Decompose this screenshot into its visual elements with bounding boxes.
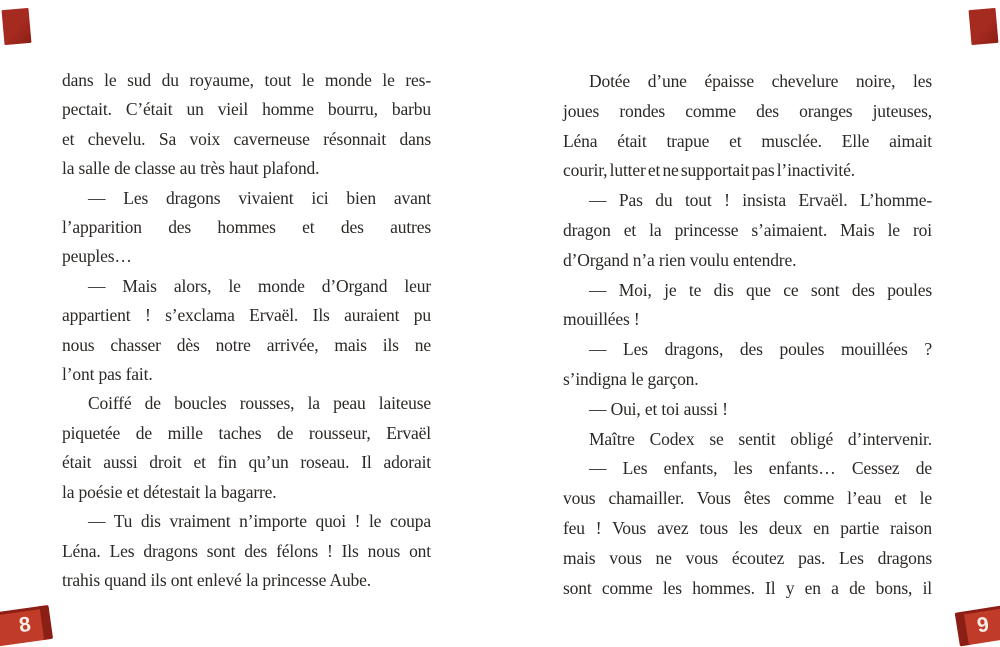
text-line: l’ont pas fait. bbox=[62, 364, 153, 385]
text-line: feu ! Vous avez tous les deux en partie raison bbox=[563, 517, 932, 538]
corner-tab-top-left bbox=[2, 8, 32, 45]
text-line: était aussi droit et fin qu’un roseau. Il adorait bbox=[62, 452, 431, 473]
corner-tab-top-right bbox=[969, 8, 999, 45]
text-line: s’indigna le garçon. bbox=[563, 368, 699, 389]
page-number-left: 8 bbox=[17, 612, 33, 638]
text-line: trahis quand ils ont enlevé la princesse Aube. bbox=[62, 569, 371, 590]
text-line: vous chamailler. Vous êtes comme l’eau et le bbox=[563, 488, 932, 509]
text-line: piquetée de mille taches de rousseur, Ervaël bbox=[62, 422, 431, 443]
text-line: mais vous ne vous écoutez pas. Les dragons bbox=[563, 547, 932, 568]
page-number-tab-right bbox=[955, 604, 1000, 647]
page-number-right: 9 bbox=[975, 612, 991, 638]
text-line: Léna. Les dragons sont des félons ! Ils nous ont bbox=[62, 540, 431, 561]
left-page-text-column bbox=[62, 66, 431, 595]
text-line: appartient ! s’exclama Ervaël. Ils auraient pu bbox=[62, 305, 431, 326]
text-line: Léna était trapue et musclée. Elle aimait bbox=[563, 130, 932, 151]
text-line: Coiffé de boucles rousses, la peau laiteuse bbox=[88, 393, 431, 414]
text-line: — Oui, et toi aussi ! bbox=[589, 398, 728, 419]
text-line: — Mais alors, le monde d’Organd leur bbox=[88, 275, 431, 296]
text-line: la salle de classe au très haut plafond. bbox=[62, 158, 320, 179]
text-line: sont comme les hommes. Il y en a de bons, il bbox=[563, 577, 932, 598]
text-line: — Les dragons, des poules mouillées ? bbox=[589, 339, 932, 360]
text-line: dans le sud du royaume, tout le monde le res- bbox=[62, 70, 431, 90]
text-line: — Les dragons vivaient ici bien avant bbox=[88, 187, 431, 208]
text-line: et chevelu. Sa voix caverneuse résonnait dans bbox=[62, 128, 431, 149]
text-line: l’apparition des hommes et des autres bbox=[62, 217, 431, 238]
text-line: dragon et la princesse s’aimaient. Mais le roi bbox=[563, 219, 932, 240]
text-line: — Moi, je te dis que ce sont des poules bbox=[589, 279, 932, 300]
text-line: d’Organd n’a rien voulu entendre. bbox=[563, 249, 797, 270]
text-line: peuples… bbox=[62, 246, 132, 267]
text-line: mouillées ! bbox=[563, 309, 640, 330]
right-page-text-column bbox=[563, 67, 932, 603]
text-line: joues rondes comme des oranges juteuses, bbox=[563, 100, 932, 121]
text-line: Maître Codex se sentit obligé d’intervenir. bbox=[589, 428, 932, 449]
text-line: pectait. C’était un vieil homme bourru, barbu bbox=[62, 99, 431, 120]
text-line: — Pas du tout ! insista Ervaël. L’homme- bbox=[589, 190, 932, 211]
text-line: — Les enfants, les enfants… Cessez de bbox=[589, 458, 932, 479]
text-line: Dotée d’une épaisse chevelure noire, les bbox=[589, 71, 932, 91]
text-line: courir, lutter et ne supportait pas l’inactivité. bbox=[563, 160, 855, 181]
text-line: nous chasser dès notre arrivée, mais ils ne bbox=[62, 334, 431, 355]
text-line: — Tu dis vraiment n’importe quoi ! le coupa bbox=[88, 511, 431, 532]
text-line: la poésie et détestait la bagarre. bbox=[62, 481, 277, 502]
page-number-tab-left bbox=[0, 605, 53, 647]
